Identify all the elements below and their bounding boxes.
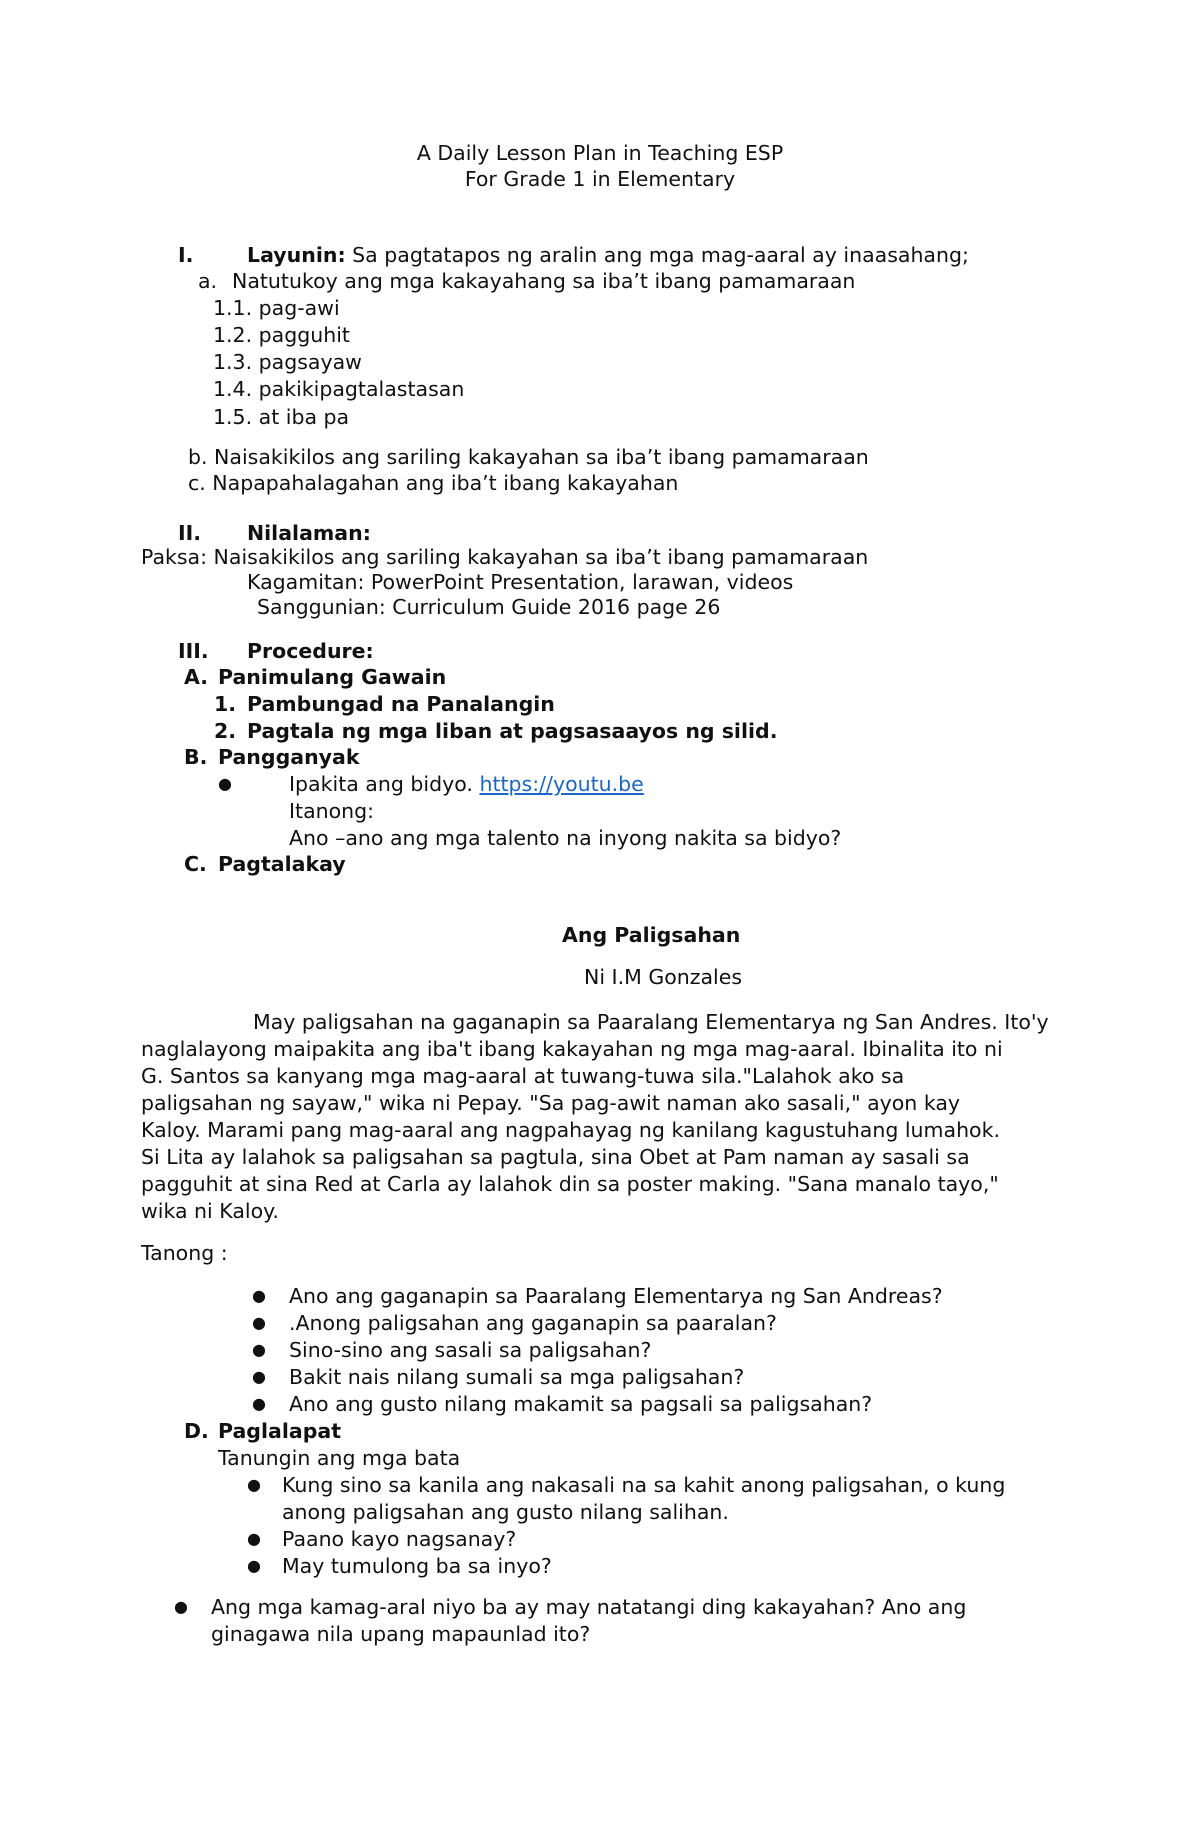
objective-a-marker: a. bbox=[198, 269, 218, 293]
subitem-1-3: 1.3. pagsayaw bbox=[213, 350, 362, 374]
paglalapat-intro: Tanungin ang mga bata bbox=[218, 1446, 461, 1470]
bullet-icon: ● bbox=[252, 1286, 266, 1305]
section-1-heading bbox=[247, 243, 969, 267]
story-line: wika ni Kaloy. bbox=[141, 1199, 279, 1223]
procedure-a1-text: Pambungad na Panalangin bbox=[247, 692, 555, 716]
bullet-icon: ● bbox=[218, 774, 232, 793]
kagamitan-line: Kagamitan: PowerPoint Presentation, larawan, videos bbox=[247, 570, 794, 594]
story-line: pagguhit at sina Red at Carla ay lalahok din sa poster making. "Sana manalo tayo," bbox=[141, 1172, 999, 1196]
bullet-icon: ● bbox=[252, 1313, 266, 1332]
video-question: Ano –ano ang mga talento na inyong nakita sa bidyo? bbox=[289, 826, 842, 850]
tanong-question: Sino-sino ang sasali sa paligsahan? bbox=[289, 1338, 652, 1362]
procedure-a-marker: A. bbox=[184, 665, 209, 689]
story-line: Kaloy. Marami pang mag-aaral ang nagpahayag ng kanilang kagustuhang lumahok. bbox=[141, 1118, 1000, 1142]
procedure-d-marker: D. bbox=[184, 1419, 209, 1443]
tanong-question: Ano ang gusto nilang makamit sa pagsali sa paligsahan? bbox=[289, 1392, 873, 1416]
subitem-1-2: 1.2. pagguhit bbox=[213, 323, 350, 347]
paglalapat-q1-line2: anong paligsahan ang gusto nilang salihan. bbox=[282, 1500, 729, 1524]
bullet-icon: ● bbox=[247, 1556, 261, 1575]
paglalapat-q2: Paano kayo nagsanay? bbox=[282, 1527, 517, 1551]
title-line-2: For Grade 1 in Elementary bbox=[464, 167, 736, 191]
story-author: Ni I.M Gonzales bbox=[584, 965, 743, 989]
section-1-intro: Sa pagtatapos ng aralin ang mga mag-aaral ay inaasahang; bbox=[345, 243, 969, 267]
story-line: naglalayong maipakita ang iba't ibang kakayahan ng mga mag-aaral. Ibinalita ito ni bbox=[141, 1037, 1003, 1061]
story-line: paligsahan ng sayaw," wika ni Pepay. "Sa pag-awit naman ako sasali," ayon kay bbox=[141, 1091, 961, 1115]
subitem-1-5: 1.5. at iba pa bbox=[213, 405, 350, 429]
bullet-icon: ● bbox=[252, 1340, 266, 1359]
bullet-icon: ● bbox=[247, 1529, 261, 1548]
objective-a-text: Natutukoy ang mga kakayahang sa iba’t ibang pamamaraan bbox=[232, 269, 856, 293]
procedure-a2-text: Pagtala ng mga liban at pagsasaayos ng silid. bbox=[247, 719, 778, 743]
tanong-question: Ano ang gaganapin sa Paaralang Elementarya ng San Andreas? bbox=[289, 1284, 943, 1308]
section-2-label: Nilalaman: bbox=[247, 521, 371, 545]
tanong-label: Tanong : bbox=[141, 1241, 228, 1265]
procedure-c-text: Pagtalakay bbox=[218, 852, 346, 876]
bullet-icon: ● bbox=[252, 1367, 266, 1386]
procedure-a-text: Panimulang Gawain bbox=[218, 665, 447, 689]
section-3-numeral: III. bbox=[178, 639, 209, 663]
tanong-question: .Anong paligsahan ang gaganapin sa paaralan? bbox=[289, 1311, 777, 1335]
section-2-numeral: II. bbox=[178, 521, 202, 545]
story-line: Si Lita ay lalahok sa paligsahan sa pagtula, sina Obet at Pam naman ay sasali sa bbox=[141, 1145, 970, 1169]
objective-c: c. Napapahalagahan ang iba’t ibang kakayahan bbox=[188, 471, 679, 495]
itanong-label: Itanong: bbox=[289, 799, 375, 823]
paglalapat-q1-line1: Kung sino sa kanila ang nakasali na sa kahit anong paligsahan, o kung bbox=[282, 1473, 1006, 1497]
bullet-icon: ● bbox=[247, 1475, 261, 1494]
procedure-d-text: Paglalapat bbox=[218, 1419, 342, 1443]
objective-b: b. Naisakikilos ang sariling kakayahan sa iba’t ibang pamamaraan bbox=[188, 445, 869, 469]
subitem-1-1: 1.1. pag-awi bbox=[213, 296, 340, 320]
title-line-1: A Daily Lesson Plan in Teaching ESP bbox=[416, 141, 784, 165]
video-line bbox=[289, 772, 644, 796]
bullet-icon: ● bbox=[174, 1597, 188, 1616]
procedure-b-marker: B. bbox=[184, 745, 208, 769]
video-link[interactable]: https://youtu.be bbox=[479, 772, 644, 796]
procedure-a2-marker: 2. bbox=[214, 719, 237, 743]
video-prefix: Ipakita ang bidyo. bbox=[289, 772, 480, 796]
sanggunian-line: Sanggunian: Curriculum Guide 2016 page 26 bbox=[257, 595, 721, 619]
story-line: G. Santos sa kanyang mga mag-aaral at tuwang-tuwa sila."Lalahok ako sa bbox=[141, 1064, 905, 1088]
paksa-line: Paksa: Naisakikilos ang sariling kakayahan sa iba’t ibang pamamaraan bbox=[141, 545, 869, 569]
subitem-1-4: 1.4. pakikipagtalastasan bbox=[213, 377, 465, 401]
procedure-b-text: Pangganyak bbox=[218, 745, 360, 769]
procedure-a1-marker: 1. bbox=[214, 692, 237, 716]
section-3-label: Procedure: bbox=[247, 639, 374, 663]
final-question-line2: ginagawa nila upang mapaunlad ito? bbox=[211, 1622, 591, 1646]
story-line: May paligsahan na gaganapin sa Paaralang Elementarya ng San Andres. Ito'y bbox=[253, 1010, 1049, 1034]
final-question-line1: Ang mga kamag-aral niyo ba ay may natatangi ding kakayahan? Ano ang bbox=[211, 1595, 967, 1619]
procedure-c-marker: C. bbox=[184, 852, 207, 876]
tanong-question: Bakit nais nilang sumali sa mga paligsahan? bbox=[289, 1365, 745, 1389]
paglalapat-q3: May tumulong ba sa inyo? bbox=[282, 1554, 552, 1578]
bullet-icon: ● bbox=[252, 1394, 266, 1413]
story-title: Ang Paligsahan bbox=[562, 923, 741, 947]
section-1-label: Layunin: bbox=[247, 243, 346, 267]
section-1-numeral: I. bbox=[178, 243, 194, 267]
